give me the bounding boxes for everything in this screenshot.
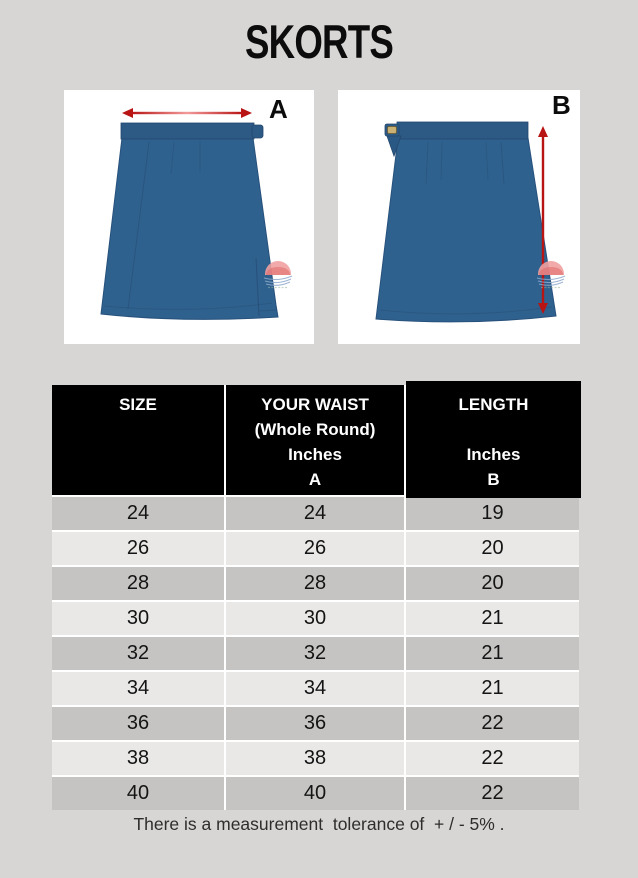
table-cell: 20 [406, 532, 579, 565]
table-cell: 34 [52, 672, 224, 705]
table-cell: 36 [52, 707, 224, 740]
measure-label-a: A [269, 94, 288, 124]
table-row [52, 497, 579, 530]
table-cell: 21 [406, 672, 579, 705]
header-line: A [308, 470, 322, 489]
table-cell: 38 [52, 742, 224, 775]
table-cell: 40 [52, 777, 224, 810]
front-view-panel [64, 90, 314, 344]
tolerance-note: There is a measurement tolerance of + / - 5% . [133, 814, 505, 834]
table-row [52, 602, 579, 635]
table-cell: 22 [406, 707, 579, 740]
table-cell: 20 [406, 567, 579, 600]
table-cell: 26 [226, 532, 404, 565]
table-row [52, 532, 579, 565]
table-cell: 30 [52, 602, 224, 635]
skort-back-shape [376, 122, 556, 322]
header-cell-length [406, 381, 581, 498]
size-table-header [52, 385, 579, 495]
width-measure-arrow-icon [122, 108, 252, 118]
table-cell: 28 [52, 567, 224, 600]
back-view-panel [338, 90, 580, 344]
table-cell: 34 [226, 672, 404, 705]
header-line: YOUR WAIST [261, 395, 369, 414]
header-line: SIZE [119, 395, 157, 414]
header-line [406, 417, 581, 442]
table-row [52, 637, 579, 670]
table-cell: 38 [226, 742, 404, 775]
table-row [52, 672, 579, 705]
skort-back-illustration [338, 90, 580, 344]
table-cell: 24 [226, 497, 404, 530]
size-table-body [52, 497, 579, 810]
table-cell: 32 [52, 637, 224, 670]
table-cell: 30 [226, 602, 404, 635]
header-line: (Whole Round) [254, 420, 376, 439]
table-cell: 32 [226, 637, 404, 670]
table-row [52, 707, 579, 740]
skort-front-shape [101, 123, 278, 319]
table-cell: 19 [406, 497, 579, 530]
header-line: B [487, 470, 500, 489]
table-row [52, 742, 579, 775]
table-cell: 36 [226, 707, 404, 740]
table-row [52, 777, 579, 810]
table-cell: 21 [406, 602, 579, 635]
page-title: SKORTS [244, 15, 394, 68]
table-cell: 40 [226, 777, 404, 810]
header-cell-waist [226, 385, 404, 495]
table-cell: 22 [406, 742, 579, 775]
waistband-buckle [388, 127, 397, 134]
header-cell-size [52, 385, 224, 495]
header-line: LENGTH [458, 395, 529, 414]
size-table [52, 385, 579, 810]
table-cell: 22 [406, 777, 579, 810]
table-cell: 26 [52, 532, 224, 565]
header-line: Inches [288, 445, 342, 464]
table-row [52, 567, 579, 600]
table-cell: 21 [406, 637, 579, 670]
header-line: Inches [466, 445, 521, 464]
skort-front-illustration [64, 90, 314, 344]
table-cell: 28 [226, 567, 404, 600]
table-cell: 24 [52, 497, 224, 530]
measure-label-b: B [552, 90, 571, 120]
